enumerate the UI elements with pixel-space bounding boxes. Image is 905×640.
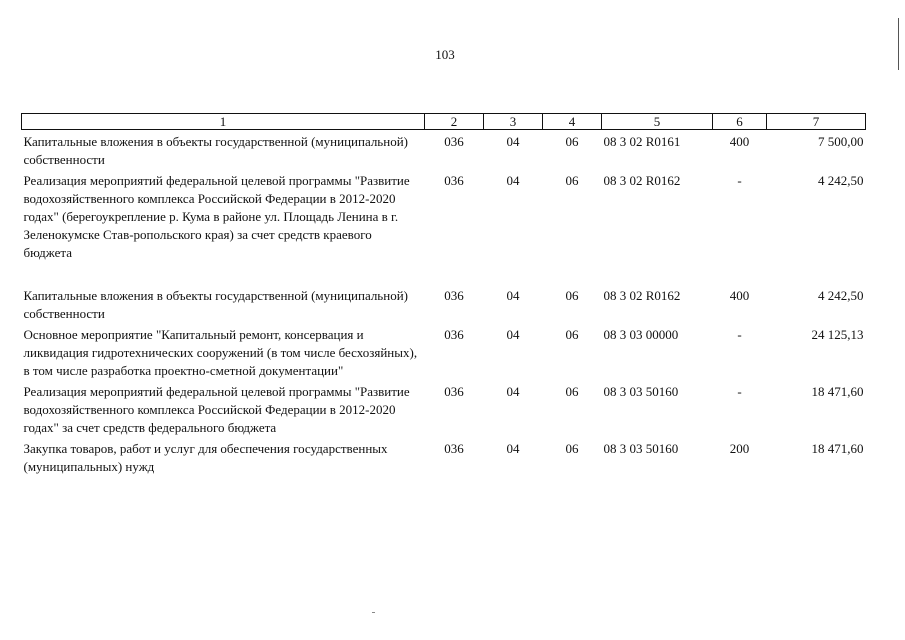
budget-table bbox=[21, 113, 866, 476]
row-name: Капитальные вложения в объекты государственной (муниципальной) собственности bbox=[23, 288, 408, 321]
row-amount: 7 500,00 bbox=[818, 134, 864, 149]
row-amount: 24 125,13 bbox=[811, 327, 864, 342]
scan-edge-line bbox=[898, 18, 899, 70]
row-expense-type: - bbox=[737, 173, 742, 188]
row-section-code: 04 bbox=[506, 173, 520, 188]
scan-speck bbox=[372, 612, 375, 613]
row-subsection-code: 06 bbox=[565, 173, 579, 188]
table-header-row bbox=[22, 114, 866, 130]
row-expense-type: 400 bbox=[729, 134, 750, 149]
row-name: Закупка товаров, работ и услуг для обеспечения государственных (муниципальных) нужд bbox=[23, 441, 388, 474]
row-name: Реализация мероприятий федеральной целевой программы "Развитие водохозяйственного комплекса Российской Федерации в 2012-2020 годах" (берегоукрепление р. Кума в районе ул. Площадь Ленина в г. Зеленокумске Став-ропольского края) за счет средств краевого бюджета bbox=[23, 173, 410, 260]
row-ministry-code: 036 bbox=[444, 134, 464, 149]
row-section-code: 04 bbox=[506, 441, 520, 456]
row-amount: 4 242,50 bbox=[818, 288, 864, 303]
header-col-3: 3 bbox=[484, 114, 543, 130]
row-subsection-code: 06 bbox=[565, 441, 579, 456]
row-section-code: 04 bbox=[506, 327, 520, 342]
page-number: 103 bbox=[435, 47, 455, 62]
row-section-code: 04 bbox=[506, 134, 520, 149]
table-row bbox=[22, 130, 866, 170]
row-ministry-code: 036 bbox=[444, 173, 464, 188]
row-target-article: 08 3 03 50160 bbox=[603, 384, 679, 399]
row-expense-type: 200 bbox=[729, 441, 750, 456]
row-expense-type: 400 bbox=[729, 288, 750, 303]
header-col-6: 6 bbox=[713, 114, 767, 130]
table-row bbox=[22, 323, 866, 380]
table-row bbox=[22, 284, 866, 323]
row-subsection-code: 06 bbox=[565, 327, 579, 342]
row-expense-type: - bbox=[737, 327, 742, 342]
row-subsection-code: 06 bbox=[565, 288, 579, 303]
row-subsection-code: 06 bbox=[565, 134, 579, 149]
row-target-article: 08 3 02 R0162 bbox=[603, 288, 681, 303]
row-ministry-code: 036 bbox=[444, 384, 464, 399]
table-row bbox=[22, 437, 866, 476]
row-subsection-code: 06 bbox=[565, 384, 579, 399]
row-name: Основное мероприятие "Капитальный ремонт, консервация и ликвидация гидротехнических сооружений (в том числе бесхозяйных), в том числе разработка проектно-сметной документации" bbox=[23, 327, 418, 378]
row-amount: 18 471,60 bbox=[811, 384, 864, 399]
header-col-4: 4 bbox=[543, 114, 602, 130]
row-name: Капитальные вложения в объекты государственной (муниципальной) собственности bbox=[23, 134, 408, 167]
row-target-article: 08 3 02 R0161 bbox=[603, 134, 681, 149]
row-expense-type: - bbox=[737, 384, 742, 399]
header-col-2: 2 bbox=[425, 114, 484, 130]
row-ministry-code: 036 bbox=[444, 327, 464, 342]
row-amount: 18 471,60 bbox=[811, 441, 864, 456]
row-target-article: 08 3 03 50160 bbox=[603, 441, 679, 456]
table-row bbox=[22, 380, 866, 437]
header-col-7: 7 bbox=[767, 114, 866, 130]
row-target-article: 08 3 03 00000 bbox=[603, 327, 679, 342]
row-target-article: 08 3 02 R0162 bbox=[603, 173, 681, 188]
row-amount: 4 242,50 bbox=[818, 173, 864, 188]
header-col-1: 1 bbox=[22, 114, 425, 130]
row-ministry-code: 036 bbox=[444, 288, 464, 303]
row-section-code: 04 bbox=[506, 384, 520, 399]
row-ministry-code: 036 bbox=[444, 441, 464, 456]
row-section-code: 04 bbox=[506, 288, 520, 303]
header-col-5: 5 bbox=[602, 114, 713, 130]
table-row bbox=[22, 169, 866, 284]
row-name: Реализация мероприятий федеральной целевой программы "Развитие водохозяйственного комплекса Российской Федерации в 2012-2020 годах" за счет средств федерального бюджета bbox=[23, 384, 410, 435]
